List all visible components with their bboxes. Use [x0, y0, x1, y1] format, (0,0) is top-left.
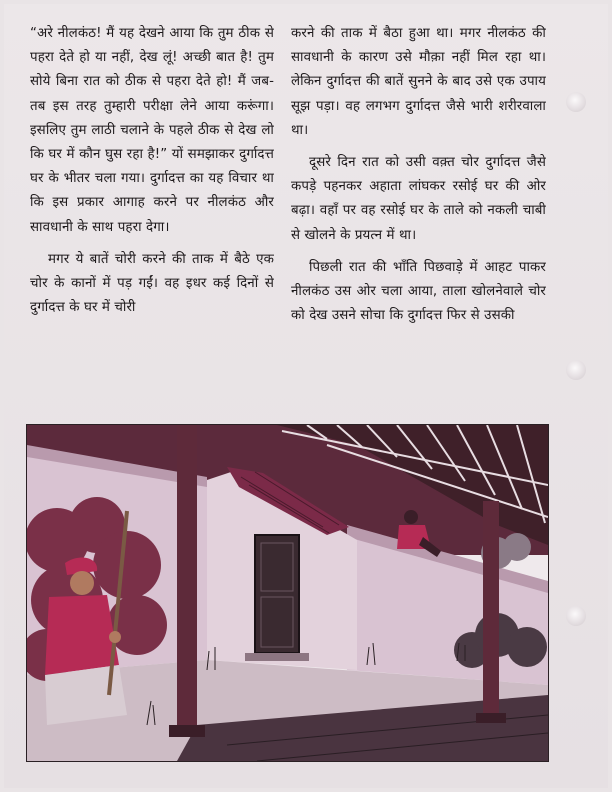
- pillar-base-left: [169, 725, 205, 737]
- paragraph: करने की ताक में बैठा हुआ था। मगर नीलकंठ की सावधानी के कारण उसे मौक़ा नहीं मिल रहा था। लेकिन दुर्गादत्त की बातें सुनने के बाद उसे एक उपाय सूझ पड़ा। वह लगभग दुर्गादत्त जैसे भारी शरीरवाला था।: [291, 26, 546, 138]
- text-column-right: [291, 22, 546, 408]
- pillar-base-right: [476, 713, 506, 723]
- kitchen-door: [255, 535, 299, 653]
- binder-hole: [566, 606, 586, 626]
- door-step: [245, 653, 309, 661]
- text-column-left: [30, 22, 274, 408]
- paragraph: “अरे नीलकंठ! मैं यह देखने आया कि तुम ठीक से पहरा देते हो या नहीं, देख लूं! अच्छी बात है! तुम सोये बिना रात को ठीक से पहरा देते हो! मैं जब-तब इस तरह तुम्हारी परीक्षा लेने आया करूंगा। इसलिए तुम लाठी चलाने के पहले ठीक से देख लो कि घर में कौन घुस रहा है!” यों समझाकर दुर्गादत्त घर के भीतर चला गया। दुर्गादत्त का यह विचार था कि इस प्रकार आगाह करने पर नीलकंठ और सावधानी के साथ पहरा देगा।: [30, 26, 274, 235]
- illustration-svg: [27, 425, 548, 761]
- story-illustration: [26, 424, 549, 762]
- pillar-left: [177, 425, 197, 731]
- paragraph: दूसरे दिन रात को उसी वक़्त चोर दुर्गादत्त जैसे कपड़े पहनकर अहाता लांघकर रसोई घर की ओर बढ़ा। वहाँ पर वह रसोई घर के ताले को नकली चाबी से खोलने के प्रयत्न में था।: [291, 155, 546, 243]
- paragraph: मगर ये बातें चोरी करने की ताक में बैठे एक चोर के कानों में पड़ गईं। वह इधर कई दिनों से दुर्गादत्त के घर में चोरी: [30, 251, 274, 316]
- binder-hole: [566, 92, 586, 112]
- pillar-right: [483, 501, 499, 715]
- paragraph: पिछली रात की भाँति पिछवाड़े में आहट पाकर नीलकंठ उस ओर चला आया, ताला खोलनेवाले चोर को देख उसने सोचा कि दुर्गादत्त फिर से उसकी: [291, 259, 546, 324]
- binder-hole: [566, 360, 586, 380]
